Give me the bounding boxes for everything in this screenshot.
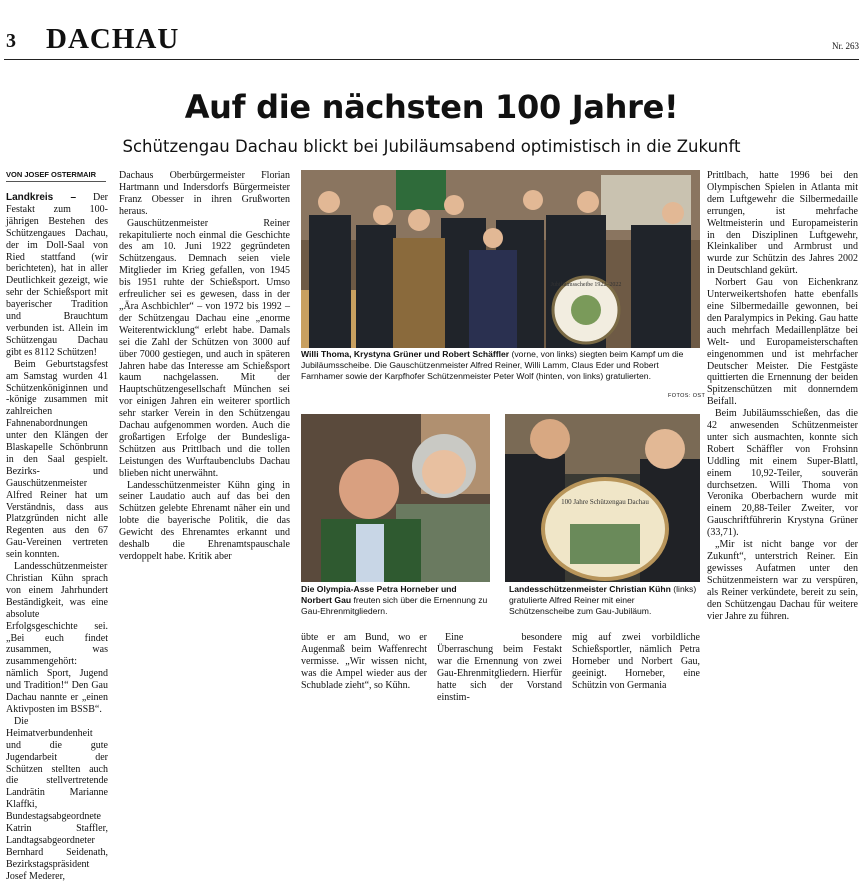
caption-main-photo [301, 349, 700, 382]
target-inscription: Jubiläumsscheibe 1922–2022 [550, 282, 622, 288]
paragraph-text: Der Festakt zum 100-jährigen Bestehen des Schützengaues Dachau, der im Doll-Saal von Ried stattfand (wir berichteten), hat in aller Deutlichkeit gezeigt, wie sehr der Schießsport mit bayerischer Tradition und Brauchtum verbunden ist. Allein im Schützengau Dachau gibt es 8112 Schützen! [6, 192, 108, 358]
caption-bold: Landesschützenmeister Christian Kühn [509, 584, 671, 594]
target-inscription: 100 Jahre Schützengau Dachau [561, 498, 649, 506]
caption-left-photo [301, 584, 490, 617]
paragraph: Beim Jubiläumsschießen, das die 42 anwesenden Schützenmeister unter sich ausmachten, konnte sich Robert Schäffler von Frohsinn Uddling mit einem Super-Blattl, einem 10,92-Teiler, souverän durchsetzen. Willi Thoma von Veronika Oberbachern wurde mit einem 20,88-Teiler Zweiter, vor Gauschriftführerin Krystyna Grüner (33,71). [707, 408, 858, 539]
photo-credit: FOTOS: OST [668, 393, 706, 399]
section-title: DACHAU [46, 23, 180, 55]
photo-target-presentation [505, 414, 700, 582]
lead-in: Landkreis – [6, 192, 77, 203]
text-column-4 [437, 632, 562, 703]
photo-honorary-members [301, 414, 490, 582]
headline: Auf die nächsten 100 Jahre! [184, 88, 679, 126]
caption-bold: Die Olympia-Asse Petra Horneber und Norbert Gau [301, 584, 457, 605]
paragraph: „Mir ist nicht bange vor der Zukunft“, unterstrich Reiner. Ein gewisses Aufatmen unter den Schützenmeistern war zu verspüren, als Reiner verkündete, bereit zu sein, den Schützengau Dachau für weitere vier Jahre zu führen. [707, 539, 858, 622]
caption-text: freuten sich über die Ernennung zu Gau-Ehrenmitgliedern. [301, 595, 488, 616]
author-byline: VON JOSEF OSTERMAIR [6, 170, 106, 182]
paragraph: Beim Geburtstagsfest am Samstag wurden 41 Schützenköniginnen und -könige zusammen mit zahlreichen Fahnenabordnungen unter den Klängen der Blaskapelle Schönbrunn in den Saal gespielt. Bezirks- und Gauschützenmeister Alfred Reiner hat um Verständnis, dass aus Platzgründen nicht alle Regenten aus den 67 Gau-Vereinen vertreten sein konnten. [6, 358, 108, 561]
issue-number: Nr. 263 [832, 41, 859, 51]
text-column-2 [119, 170, 290, 563]
text-column-6 [707, 170, 858, 622]
caption-right-photo [509, 584, 700, 617]
caption-bold: Willi Thoma, Krystyna Grüner und Robert Schäffler [301, 349, 510, 359]
paragraph: Landesschützenmeister Christian Kühn sprach von einem Jahrhundert Beständigkeit, was eine absolute Erfolgsgeschichte sei. „Bei euch findet zusammen, was zusammengehört: nämlich Sport, Jugend und Tradition!“ Den Gau Dachau nannte er „einen Aktivposten im BSSB“. [6, 561, 108, 715]
page-number: 3 [6, 30, 16, 52]
paragraph [6, 192, 108, 359]
text-column-1 [6, 192, 108, 883]
paragraph: Dachaus Oberbürgermeister Florian Hartmann und Indersdorfs Bürgermeister Franz Obesser in ihren Grußworten heraus. [119, 170, 290, 217]
paragraph: Norbert Gau von Eichenkranz Unterweikertshofen hatte ebenfalls eine Silbermedaille gewonnen, bei den Paralympics in Peking. Gau hatte auch mehrfach Medaillenplätze bei Welt- und Europameisterschaften eingenommen und ist mehrfacher Deutscher Meister. Die Festgäste quittierten die Ernennung der beiden Spitzenschützen mit donnerndem Beifall. [707, 277, 858, 408]
text-column-5 [572, 632, 700, 692]
paragraph: mig auf zwei vorbildliche Schießsportler, nämlich Petra Horneber und Norbert Gau, geeinigt. Horneber, eine Schützin von Germania [572, 632, 700, 691]
header-rule [4, 59, 859, 60]
paragraph: Die Heimatverbundenheit und die gute Jugendarbeit der Schützen stellten auch die stellvertretende Landrätin Marianne Klaffki, Bundestagsabgeordnete Katrin Staffler, Landtagsabgeordneter Bernhard Seidenath, Bezirkstagspräsident Josef Mederer, [6, 715, 108, 882]
text-column-3 [301, 632, 427, 692]
paragraph: übte er am Bund, wo er Augenmaß beim Waffenrecht vermisse. „Wir wissen nicht, was die Ampel wieder aus der Schublade zieht“, so Kühn. [301, 632, 427, 691]
caption-text: (links) gratulierte Alfred Reiner mit einer Schützenscheibe zum Gau-Jubiläum. [509, 584, 697, 616]
paragraph: Prittlbach, hatte 1996 bei den Olympischen Spielen in Atlanta mit dem Luftgewehr die Silbermedaille errungen, ist mehrfache Weltmeisterin und Europameisterin in den Disziplinen Luftgewehr, Kleinkaliber und Armbrust und wurde zur Schützin des Jahres 2002 in Deutschland gekürt. [707, 170, 858, 277]
paragraph: Gauschützenmeister Reiner rekapitulierte noch einmal die Geschichte des am 10. Juni 1922 gegründeten Schützengaus. Demnach seien viele Mitglieder im Krieg gefallen, von 1945 bis 1951 ruhte der Schießsport. Umso erfreulicher sei es gewesen, dass in der „Ära Aschbichler“ – von 1972 bis 1992 – der Schützengau Dachau eine „enorme Weiterentwicklung“ erlebt habe. Damals sei die Zahl der Schützen von 3000 auf über 7000 gestiegen, und auch in späteren Jahren habe das Interesse am Schießsport kaum nachgelassen. Mit der Hauptschützengesellschaft München sei vor einigen Jahren ein weiterer sportlich sehr starker Verein in den Schützengau Dachau aufgenommen worden. Auch die großartigen Erfolge der Bundesliga-Schützen aus Prittlbach und die tollen Leistungen des Wurftaubenclubs Dachau blieben nicht unerwähnt. [119, 217, 290, 479]
caption-text: (vorne, von links) siegten beim Kampf um die Jubiläumsscheibe. Die Gauschützenmeister Alfred Reiner, Willi Lamm, Claus Eder und Robert Farnhamer sowie der Karpfhofer Schützenmeister Peter Wolf (hinten, von links) gratulierten. [301, 349, 684, 381]
paragraph: Eine besondere Überraschung beim Festakt war die Ernennung von zwei Gau-Ehrenmitgliedern. Hierfür hatte sich der Vorstand einstim- [437, 632, 562, 703]
subheadline: Schützengau Dachau blickt bei Jubiläumsabend optimistisch in die Zukunft [122, 137, 741, 156]
photo-main-group [301, 170, 700, 348]
paragraph: Landesschützenmeister Kühn ging in seiner Laudatio auch auf das bei den Schützen gelebte Ehrenamt näher ein und lobte die bayerische Politik, die das Gewicht des Ehrenamtes erkannt und deshalb die Ehrenamtspauschale verdoppelt habe. Kritik aber [119, 479, 290, 562]
